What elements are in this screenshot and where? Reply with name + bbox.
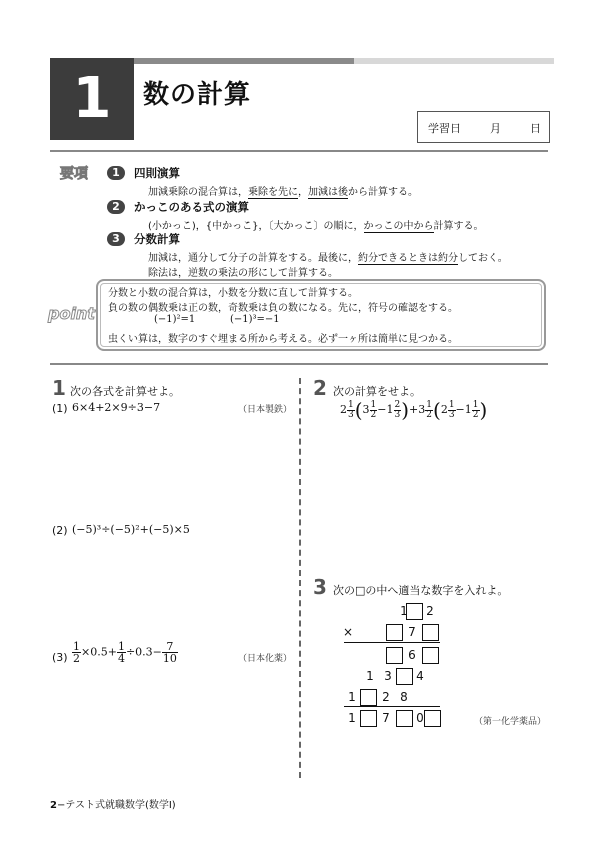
date-label: 学習日 xyxy=(428,122,461,135)
item-heading: 分数計算 xyxy=(134,232,180,246)
page-number: 2 xyxy=(50,800,57,811)
question-prompt: 次の□の中へ適当な数字を入れよ。 xyxy=(333,584,509,597)
chapter-number: 1 xyxy=(50,58,134,140)
page-title: 数の計算 xyxy=(143,80,252,110)
item-heading: かっこのある式の演算 xyxy=(134,200,249,214)
source: （日本化薬） xyxy=(238,654,293,664)
column-divider xyxy=(299,378,301,778)
book-title: −テスト式就職数学(数学Ⅰ) xyxy=(56,800,176,811)
blank-box xyxy=(406,603,423,620)
item-text: 除法は，逆数の乗法の形にして計算する。 xyxy=(148,268,338,279)
blank-box xyxy=(422,647,439,664)
point-line: 分数と小数の混合算は，小数を分数に直して計算する。 xyxy=(108,288,358,299)
item-number-1: 1 xyxy=(107,166,125,180)
digit: 7 xyxy=(408,625,416,639)
question-number-2: 2 xyxy=(313,376,327,400)
digit: 3 xyxy=(384,669,392,683)
item-number-3: 3 xyxy=(107,232,125,246)
digit: 6 xyxy=(408,648,416,662)
digit: 4 xyxy=(416,669,424,683)
expression: (−5)³÷(−5)²+(−5)×5 xyxy=(72,523,190,536)
title-bar xyxy=(134,58,554,64)
digit: 7 xyxy=(382,711,390,725)
sub-label: (3) xyxy=(52,651,68,664)
item-number-2: 2 xyxy=(107,200,125,214)
times-sign: × xyxy=(342,625,354,639)
blank-box xyxy=(422,624,439,641)
question-number-3: 3 xyxy=(313,575,327,599)
point-line: 虫くい算は，数字のすぐ埋まる所から考える。必ず一ヶ所は簡単に見つかる。 xyxy=(108,334,458,345)
item-text: (小かっこ)，{中かっこ}，〔大かっこ〕の順に，かっこの中から計算する。 xyxy=(148,221,484,232)
source: （日本製鉄） xyxy=(238,405,293,415)
point-box xyxy=(96,279,546,351)
sum-line xyxy=(344,706,440,707)
sum-line xyxy=(344,642,440,643)
blank-box xyxy=(396,710,413,727)
digit: 2 xyxy=(382,690,390,704)
divider xyxy=(50,150,548,152)
question-prompt: 次の計算をせよ。 xyxy=(333,385,421,398)
blank-box xyxy=(360,689,377,706)
blank-box xyxy=(424,710,441,727)
item-heading: 四則演算 xyxy=(134,166,180,180)
item-text: 加減乗除の混合算は，乗除を先に，加減は後から計算する。 xyxy=(148,187,418,198)
expression: $\frac{1}{2}$ ×0.5+ $\frac{1}{4}$ ÷0.3− $\frac{7}{10}$ xyxy=(73,640,177,665)
blank-box xyxy=(386,647,403,664)
digit: 0 xyxy=(416,711,424,725)
digit: 2 xyxy=(426,604,434,618)
question-prompt: 次の各式を計算せよ。 xyxy=(70,385,180,398)
point-line: 負の数の偶数乗は正の数，奇数乗は負の数になる。先に，符号の確認をする。 xyxy=(108,303,458,314)
day-label: 日 xyxy=(530,122,541,135)
item-text: 加減は，通分して分子の計算をする。最後に，約分できるときは約分しておく。 xyxy=(148,253,508,264)
blank-box xyxy=(386,624,403,641)
expression: 2 $\frac{1}{3}$ (3 $\frac{1}{2}$ −1 $\frac{2}{3}$ )+3 $\frac{1}{2}$ (2 $\frac{1}{3}$ −1 $\frac{1}{2}$ ) xyxy=(340,398,488,422)
point-equation: (−1)²=1 xyxy=(154,314,196,325)
digit: 1 xyxy=(400,604,408,618)
youkou-badge: 要項 xyxy=(60,166,88,182)
sub-label: (2) xyxy=(52,524,68,537)
sub-label: (1) xyxy=(52,402,68,415)
study-date-box xyxy=(417,111,550,143)
point-equation: (−1)³=−1 xyxy=(230,314,280,325)
digit: 1 xyxy=(348,711,356,725)
digit: 1 xyxy=(366,669,374,683)
page-footer xyxy=(50,796,176,811)
blank-box xyxy=(360,710,377,727)
divider xyxy=(50,363,548,365)
digit: 1 xyxy=(348,690,356,704)
expression: 6×4+2×9÷3−7 xyxy=(72,401,161,414)
source: （第一化学薬品） xyxy=(474,717,547,727)
question-number-1: 1 xyxy=(52,376,66,400)
digit: 8 xyxy=(400,690,408,704)
month-label: 月 xyxy=(490,122,501,135)
point-badge: point xyxy=(48,304,95,323)
blank-box xyxy=(396,668,413,685)
